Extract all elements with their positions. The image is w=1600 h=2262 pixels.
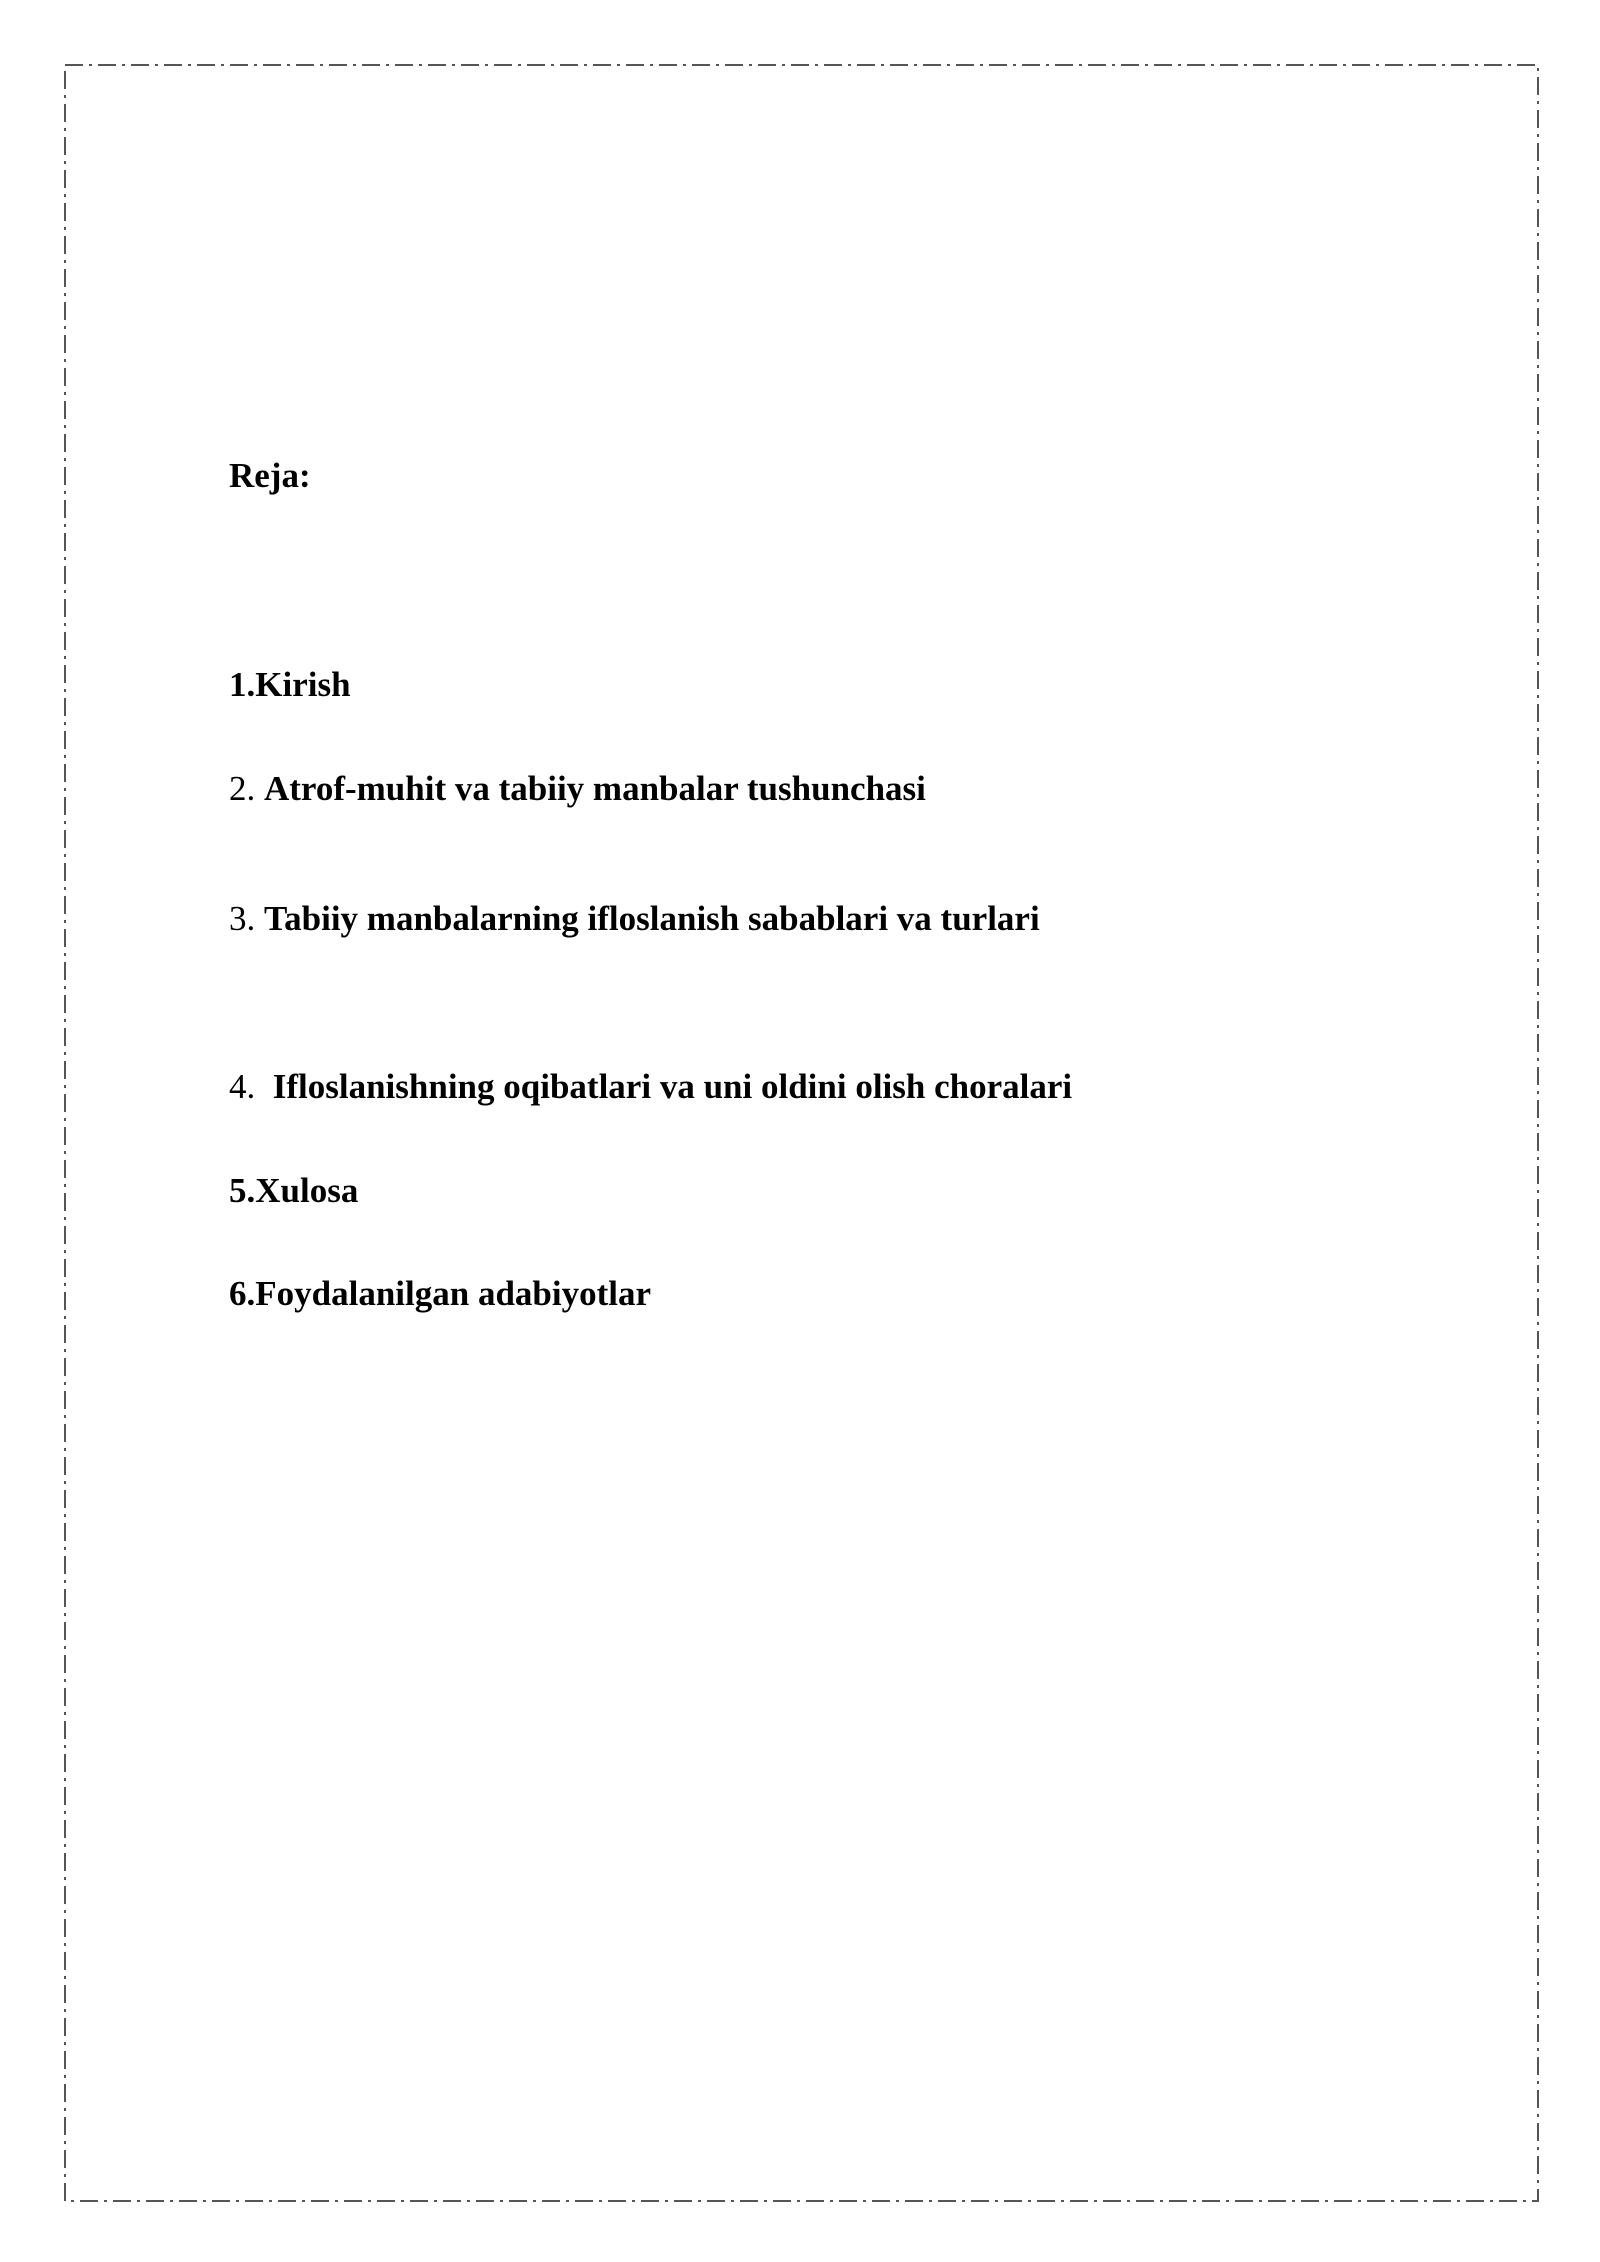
plan-item-title: Xulosa: [255, 1171, 359, 1210]
plan-item-environment-concept: [229, 771, 926, 806]
plan-item-pollution-consequences: [229, 1069, 1072, 1104]
plan-item-number: 4.: [229, 1067, 273, 1106]
plan-item-number: 1.: [229, 665, 256, 704]
plan-item-references: [229, 1276, 651, 1311]
plan-item-number: 3.: [229, 899, 264, 938]
plan-item-title: Kirish: [255, 665, 351, 704]
plan-item-number: 6.: [229, 1274, 256, 1313]
plan-item-number: 5.: [229, 1171, 256, 1210]
dash-dot-border: [65, 65, 1538, 2201]
plan-item-conclusion: [229, 1173, 358, 1208]
plan-item-number: 2.: [229, 769, 264, 808]
plan-item-title: Atrof-muhit va tabiiy manbalar tushunchasi: [264, 769, 926, 808]
plan-item-introduction: [229, 667, 351, 702]
plan-item-title: Tabiiy manbalarning ifloslanish sabablari va turlari: [264, 899, 1040, 938]
plan-heading: Reja:: [229, 456, 311, 495]
plan-item-title: Ifloslanishning oqibatlari va uni oldini olish choralari: [272, 1067, 1073, 1106]
plan-item-title: Foydalanilgan adabiyotlar: [255, 1274, 652, 1313]
plan-item-pollution-causes: [229, 901, 1040, 936]
